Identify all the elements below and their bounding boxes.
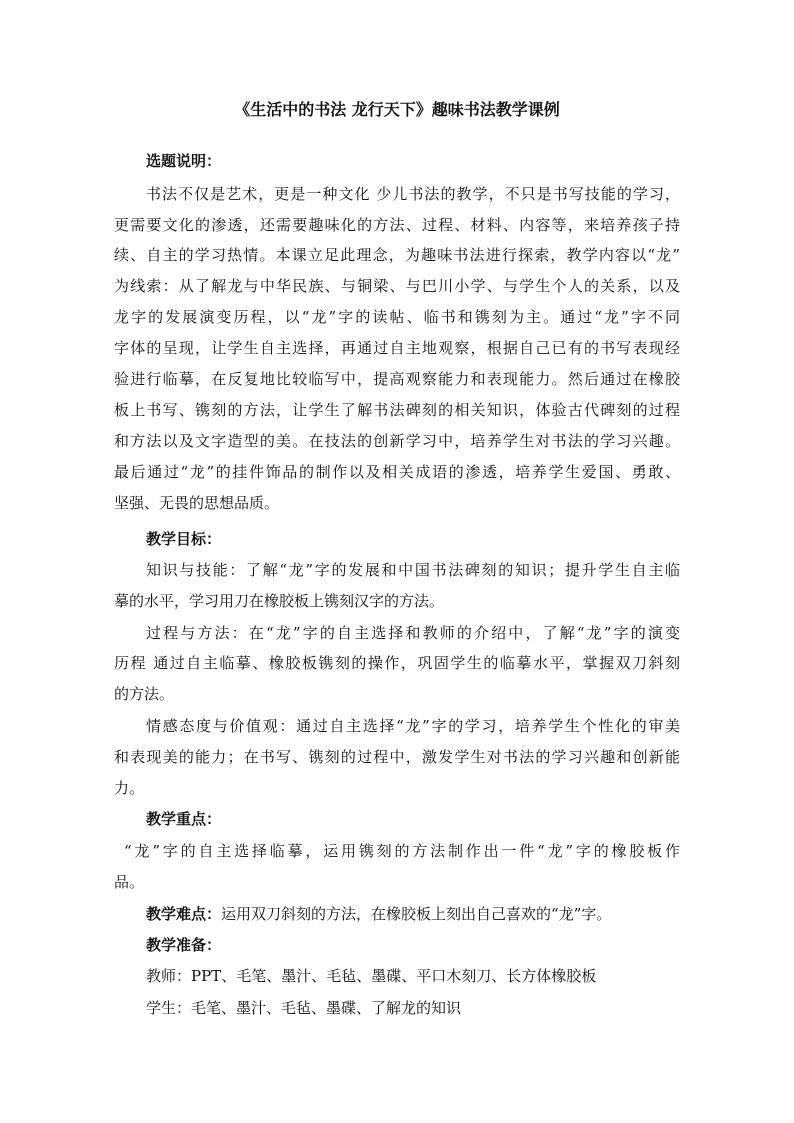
heading-nandian: 教学难点： xyxy=(146,905,222,923)
difficulty-line xyxy=(146,903,680,925)
paragraph-line: 为线索：从了解龙与中华民族、与铜梁、与巴川小学、与学生个人的关系，以及 xyxy=(114,277,680,295)
heading-zhongdian: 教学重点： xyxy=(146,810,222,828)
heading-mubiao: 教学目标： xyxy=(146,530,222,548)
heading-zhunbei: 教学准备： xyxy=(146,936,222,954)
paragraph-line: 龙字的发展演变历程，以“龙”字的读帖、临书和镌刻为主。通过“龙”字不同 xyxy=(114,308,680,326)
goal-knowledge-line: 摹的水平，学习用刀在橡胶板上镌刻汉字的方法。 xyxy=(114,592,445,610)
prep-student-line: 学生：毛笔、墨汁、毛毡、墨碟、了解龙的知识 xyxy=(146,999,462,1017)
paragraph-line: 字体的呈现，让学生自主选择，再通过自主地观察，根据自己已有的书写表现经 xyxy=(114,339,680,357)
key-point-line: 品。 xyxy=(114,873,145,891)
paragraph-line: 更需要文化的渗透，还需要趣味化的方法、过程、材料、内容等，来培养孩子持 xyxy=(114,216,680,234)
paragraph-line: 最后通过“龙”的挂件饰品的制作以及相关成语的渗透，培养学生爱国、勇敢、 xyxy=(114,463,680,481)
goal-process-line: 历程 通过自主临摹、橡胶板镌刻的操作，巩固学生的临摹水平，掌握双刀斜刻 xyxy=(114,654,680,672)
difficulty-text: 运用双刀斜刻的方法，在橡胶板上刻出自己喜欢的“龙”字。 xyxy=(221,905,612,923)
paragraph-line: 验进行临摹，在反复地比较临写中，提高观察能力和表现能力。然后通过在橡胶 xyxy=(114,370,680,388)
paragraph-line: 板上书写、镌刻的方法，让学生了解书法碑刻的相关知识，体验古代碑刻的过程 xyxy=(114,401,680,419)
prep-teacher-line: 教师：PPT、毛笔、墨汁、毛毡、墨碟、平口木刻刀、长方体橡胶板 xyxy=(146,967,597,985)
goal-emotion-line: 和表现美的能力；在书写、镌刻的过程中，激发学生对书法的学习兴趣和创新能 xyxy=(114,748,680,766)
paragraph-line: 续、自主的学习热情。本课立足此理念，为趣味书法进行探索，教学内容以“龙” xyxy=(114,246,680,264)
document-title: 《生活中的书法 龙行天下》趣味书法教学课例 xyxy=(234,100,560,119)
heading-xuanti: 选题说明： xyxy=(146,152,222,170)
goal-emotion-line: 情感态度与价值观：通过自主选择“龙”字的学习，培养学生个性化的审美 xyxy=(146,717,680,735)
goal-process-line: 的方法。 xyxy=(114,685,175,703)
paragraph-line: 坚强、无畏的思想品质。 xyxy=(114,494,280,512)
paragraph-line: 书法不仅是艺术，更是一种文化 少儿书法的教学，不只是书写技能的学习， xyxy=(146,185,680,203)
goal-emotion-line: 力。 xyxy=(114,779,145,797)
key-point-line: “龙”字的自主选择临摹，运用镌刻的方法制作出一件“龙”字的橡胶板作 xyxy=(124,842,680,860)
goal-process-line: 过程与方法：在“龙”字的自主选择和教师的介绍中，了解“龙”字的演变 xyxy=(146,624,680,642)
paragraph-line: 和方法以及文字造型的美。在技法的创新学习中，培养学生对书法的学习兴趣。 xyxy=(114,432,680,450)
goal-knowledge-line: 知识与技能：了解“龙”字的发展和中国书法碑刻的知识；提升学生自主临 xyxy=(146,561,680,579)
